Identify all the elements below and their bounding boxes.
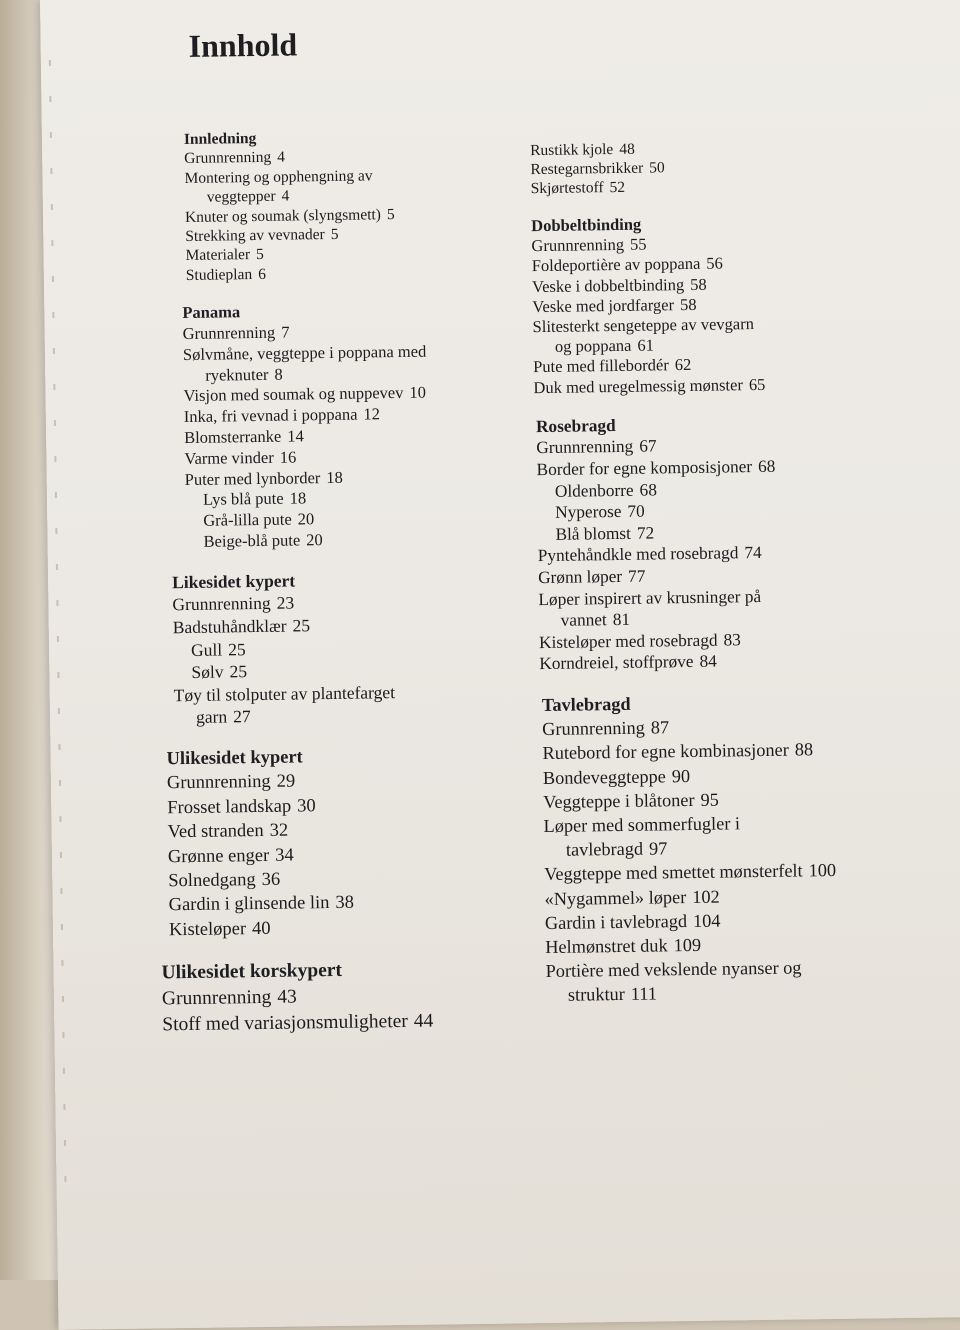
page-number: 6 xyxy=(258,265,267,283)
section-heading: Panama xyxy=(182,302,241,323)
entry-title: Varme vinder xyxy=(184,447,274,468)
page-number: 88 xyxy=(794,739,814,760)
toc-entry-continuation xyxy=(546,978,942,1008)
section-heading: Likesidet kypert xyxy=(171,570,296,593)
entry-title: Pute med fillebordér xyxy=(533,355,669,377)
page-number: 95 xyxy=(700,789,719,810)
toc-column-right xyxy=(530,136,942,1026)
page-number: 27 xyxy=(232,706,251,727)
section-heading: Ulikesidet kypert xyxy=(166,747,303,770)
toc-entry xyxy=(162,1007,534,1038)
page-number: 7 xyxy=(281,322,290,342)
page-number: 52 xyxy=(609,178,626,197)
page-title: Innhold xyxy=(188,26,298,64)
entry-title: Ved stranden xyxy=(167,821,264,843)
toc-entry xyxy=(169,913,533,942)
page-number: 20 xyxy=(306,530,323,550)
entry-title: Foldeportière av poppana xyxy=(531,254,701,276)
page-number: 20 xyxy=(297,509,315,529)
page-number: 18 xyxy=(326,467,343,487)
page-number: 34 xyxy=(275,845,294,866)
entry-title-continuation: garn xyxy=(195,706,228,728)
entry-title-continuation: veggtepper xyxy=(206,187,276,206)
page-number: 50 xyxy=(649,159,665,177)
entry-title: Helmønstret duk xyxy=(545,935,668,958)
page-number: 23 xyxy=(276,592,295,614)
page-number: 81 xyxy=(612,609,631,630)
entry-title: Veggteppe med smettet mønsterfelt xyxy=(544,860,803,885)
entry-title: Grunnrenning xyxy=(161,987,272,1010)
entry-title: Portière med vekslende nyanser og xyxy=(545,957,802,982)
entry-title: Duk med uregelmessig mønster xyxy=(533,374,743,397)
toc-section xyxy=(166,742,533,942)
entry-title: Grunnrenning xyxy=(536,437,634,458)
entry-title: Bondeveggteppe xyxy=(542,765,666,788)
page-number: 48 xyxy=(619,140,635,158)
entry-title-continuation: vannet xyxy=(560,610,607,630)
entry-title: Strekking av vevnader xyxy=(185,226,325,246)
page-number: 32 xyxy=(269,820,289,842)
page-number: 4 xyxy=(277,149,286,167)
section-heading: Ulikesidet korskypert xyxy=(161,960,343,984)
toc-entry xyxy=(539,648,937,675)
section-heading: Dobbeltbinding xyxy=(531,214,642,236)
toc-entry xyxy=(186,261,524,285)
entry-title-continuation: tavlebragd xyxy=(565,838,644,860)
page-number: 77 xyxy=(627,566,646,586)
page-number: 68 xyxy=(639,480,658,500)
entry-title: Beige-blå pute xyxy=(203,530,301,551)
entry-title-continuation: og poppana xyxy=(554,335,632,357)
entry-title: Materialer xyxy=(185,246,251,265)
toc-entry xyxy=(533,372,933,398)
entry-title: Gardin i tavlebragd xyxy=(544,910,688,933)
page-number: 87 xyxy=(650,717,670,738)
entry-title: Sølvmåne, veggteppe i poppana med xyxy=(182,341,427,364)
page-number: 14 xyxy=(287,426,304,446)
entry-title: Skjørtestoff xyxy=(530,179,604,198)
entry-title: Frosset landskap xyxy=(167,796,292,819)
entry-title: Blå blomst xyxy=(555,523,632,544)
page-number: 5 xyxy=(386,205,395,223)
entry-title: Tøy til stolputer av plantefarget xyxy=(173,681,396,705)
entry-title: Inka, fri vevnad i poppana xyxy=(183,404,358,427)
entry-title-continuation: struktur xyxy=(567,984,625,1006)
page-number: 74 xyxy=(744,543,762,563)
entry-title: Montering og opphengning av xyxy=(184,167,373,187)
entry-title: Grunnrenning xyxy=(172,593,271,615)
toc-section xyxy=(182,299,527,553)
entry-title: Sølv xyxy=(191,661,224,683)
entry-title: Veske med jordfarger xyxy=(532,294,675,316)
entry-title: Grunnrenning xyxy=(182,322,276,344)
entry-title: Restegarnsbrikker xyxy=(530,159,644,179)
toc-section xyxy=(161,955,534,1038)
page-number: 8 xyxy=(274,364,283,384)
toc-section xyxy=(536,410,938,675)
page-number: 10 xyxy=(409,383,427,403)
toc-column-left xyxy=(152,125,535,1056)
entry-title: Nyperose xyxy=(555,502,622,523)
entry-title: Korndreiel, stoffprøve xyxy=(539,652,694,674)
entry-title: Gardin i glinsende lin xyxy=(168,893,330,916)
entry-title: Grunnrenning xyxy=(531,235,625,256)
entry-title: Blomsterranke xyxy=(183,426,282,448)
entry-title: Stoff med variasjonsmuligheter xyxy=(162,1011,408,1036)
section-heading: Innledning xyxy=(183,129,257,149)
page-number: 25 xyxy=(292,615,311,636)
entry-title: Visjon med soumak og nuppevev xyxy=(183,383,404,406)
entry-title: Kisteløper xyxy=(168,919,247,941)
entry-title: Grunnrenning xyxy=(166,772,271,794)
book-page xyxy=(40,0,960,1330)
page-number: 36 xyxy=(261,869,281,890)
toc-entry-continuation xyxy=(174,702,530,730)
entry-title: Løper inspirert av krusninger på xyxy=(538,586,762,609)
page-number: 44 xyxy=(413,1010,434,1033)
page-number: 97 xyxy=(648,838,668,859)
entry-title: Slitesterkt sengeteppe av vevgarn xyxy=(532,314,755,337)
page-number: 68 xyxy=(757,456,776,477)
entry-title: Grunnrenning xyxy=(184,149,272,168)
page-number: 104 xyxy=(692,910,721,931)
entry-title: Lys blå pute xyxy=(202,489,284,510)
entry-title: Løper med sommerfugler i xyxy=(543,813,741,837)
page-number: 55 xyxy=(629,234,647,254)
page-number: 109 xyxy=(673,934,702,956)
entry-title: Rutebord for egne kombinasjoner xyxy=(542,739,789,764)
page-number: 61 xyxy=(637,335,655,355)
page-number: 5 xyxy=(330,225,339,243)
page-number: 90 xyxy=(671,765,691,786)
page-number: 16 xyxy=(279,447,297,467)
entry-title: Rustikk kjole xyxy=(530,141,614,160)
entry-title: Border for egne komposisjoner xyxy=(536,457,753,480)
entry-title: Solnedgang xyxy=(168,870,256,892)
page-number: 56 xyxy=(706,253,723,274)
page-number: 38 xyxy=(335,893,355,914)
page-number: 102 xyxy=(692,886,720,907)
entry-title-continuation: ryeknuter xyxy=(205,364,269,385)
entry-title: Pyntehåndkle med rosebragd xyxy=(537,543,739,566)
entry-title: Knuter og soumak (slyngsmett) xyxy=(184,205,382,226)
page-number: 4 xyxy=(281,187,290,205)
page-number: 43 xyxy=(277,986,298,1009)
entry-title: Oldenborre xyxy=(554,480,634,501)
page-number: 62 xyxy=(674,355,692,375)
toc-section xyxy=(542,687,942,1007)
page-number: 58 xyxy=(679,294,697,314)
page-number: 65 xyxy=(748,374,766,394)
entry-title: Veske i dobbeltbinding xyxy=(531,274,685,296)
page-number: 12 xyxy=(363,404,381,424)
page-number: 58 xyxy=(690,274,707,294)
entry-title: Gull xyxy=(190,639,223,660)
toc-section xyxy=(172,566,530,729)
entry-title: Kisteløper med rosebragd xyxy=(538,630,718,652)
page-number: 29 xyxy=(276,771,296,793)
entry-title: Grå-lilla pute xyxy=(203,509,292,530)
page-number: 40 xyxy=(251,918,271,939)
page-number: 72 xyxy=(636,523,655,543)
page-number: 83 xyxy=(723,630,741,650)
toc-section xyxy=(531,211,933,398)
section-heading: Tavlebragd xyxy=(541,693,631,716)
toc-entry xyxy=(185,527,527,553)
page-number: 67 xyxy=(639,436,657,457)
entry-title: Badstuhåndklær xyxy=(172,615,287,638)
toc-section xyxy=(530,136,931,199)
page-number: 70 xyxy=(627,501,645,522)
entry-title: Puter med lynborder xyxy=(184,467,321,489)
page-number: 18 xyxy=(289,488,307,508)
page-number: 111 xyxy=(630,983,658,1005)
section-heading: Rosebragd xyxy=(535,415,616,436)
page-number: 100 xyxy=(808,860,837,881)
entry-title: Grønne enger xyxy=(167,845,270,867)
entry-title: «Nygammel» løper xyxy=(544,886,687,909)
entry-title: Grunnrenning xyxy=(542,717,645,740)
page-number: 84 xyxy=(699,651,717,672)
page-number: 30 xyxy=(296,796,316,817)
entry-title: Studieplan xyxy=(185,265,253,284)
page-number: 25 xyxy=(229,661,248,682)
entry-title: Grønn løper xyxy=(537,566,623,588)
toc-section xyxy=(184,125,524,285)
page-number: 5 xyxy=(256,246,264,264)
entry-title: Veggteppe i blåtoner xyxy=(543,789,695,812)
page-number: 25 xyxy=(228,638,246,660)
